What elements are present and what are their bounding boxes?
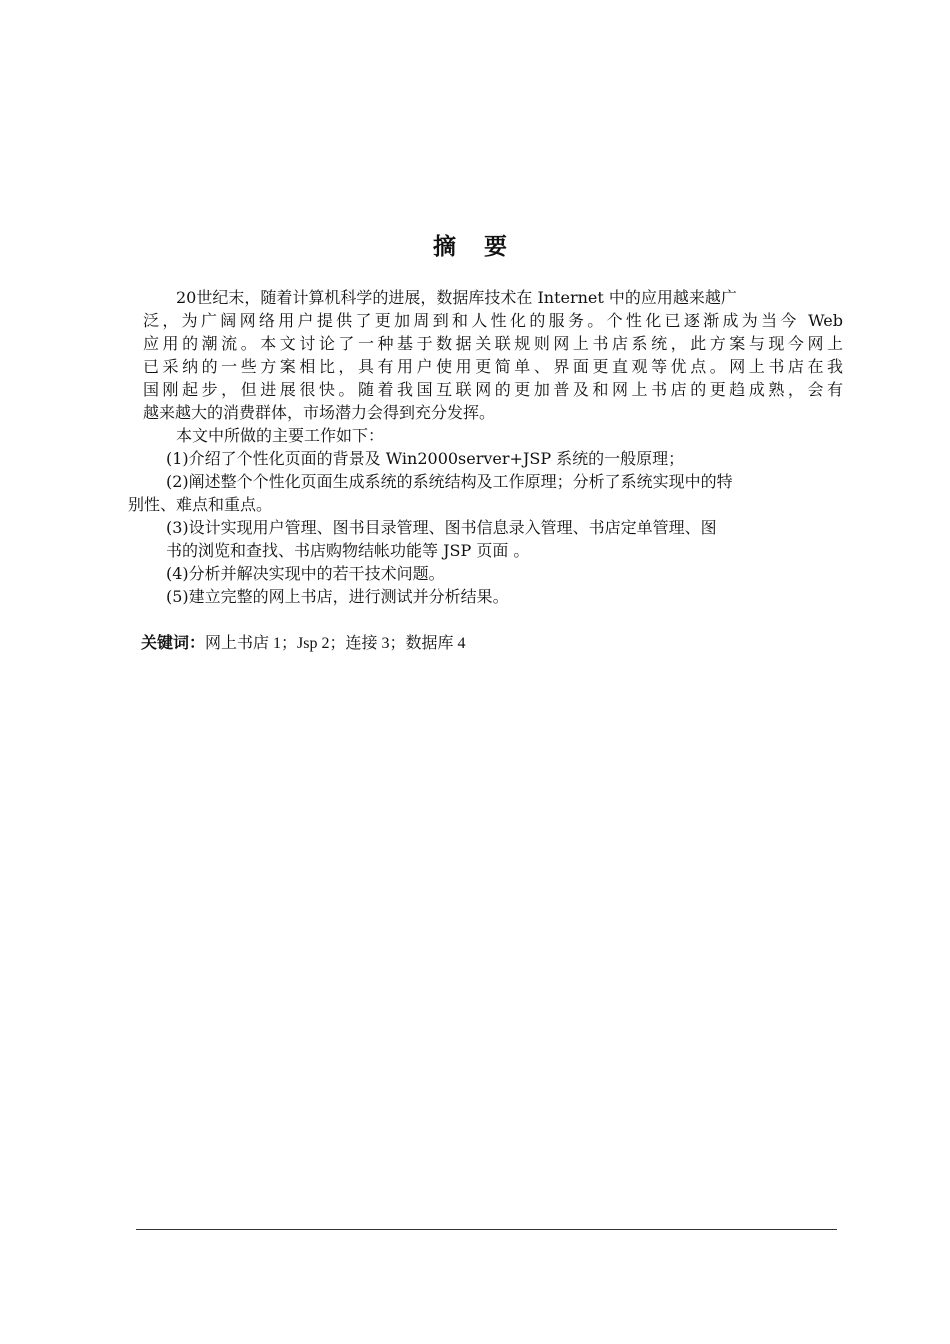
para1-line-4: 已采纳的一些方案相比，具有用户使用更简单、界面更直观等优点。网上书店在我: [143, 357, 843, 376]
item-3-line-2: 书的浏览和查找、书店购物结帐功能等 JSP 页面 。: [166, 541, 530, 560]
para1-line-6: 越来越大的消费群体，市场潜力会得到充分发挥。: [143, 403, 496, 422]
item-2-line-2: 别性、难点和重点。: [128, 495, 273, 514]
item-3-line-1: (3)设计实现用户管理、图书目录管理、图书信息录入管理、书店定单管理、图: [166, 518, 717, 537]
item-5: (5)建立完整的网上书店，进行测试并分析结果。: [166, 587, 509, 606]
abstract-title: 摘 要: [432, 234, 517, 260]
keywords-line: [141, 630, 465, 653]
item-1: (1)介绍了个性化页面的背景及 Win2000server+JSP 系统的一般原理；: [166, 449, 685, 468]
para1-line-5: 国刚起步，但进展很快。随着我国互联网的更加普及和网上书店的更趋成熟，会有: [143, 380, 843, 399]
item-2-line-1: (2)阐述整个个性化页面生成系统的系统结构及工作原理；分析了系统实现中的特: [166, 472, 733, 491]
work-intro: 本文中所做的主要工作如下：: [176, 426, 385, 445]
footer-rule: [136, 1229, 837, 1230]
item-4: (4)分析并解决实现中的若干技术问题。: [166, 564, 445, 583]
keywords-label: 关键词：: [141, 633, 206, 652]
para1-line-3: 应用的潮流。本文讨论了一种基于数据关联规则网上书店系统，此方案与现今网上: [143, 334, 843, 353]
para1-line-1: 20世纪末，随着计算机科学的进展，数据库技术在 Internet 中的应用越来越广: [176, 288, 737, 307]
keywords-text: 网上书店 1；Jsp 2；连接 3；数据库 4: [205, 635, 466, 652]
para1-line-2: 泛，为广阔网络用户提供了更加周到和人性化的服务。个性化已逐渐成为当今 Web: [143, 311, 843, 330]
